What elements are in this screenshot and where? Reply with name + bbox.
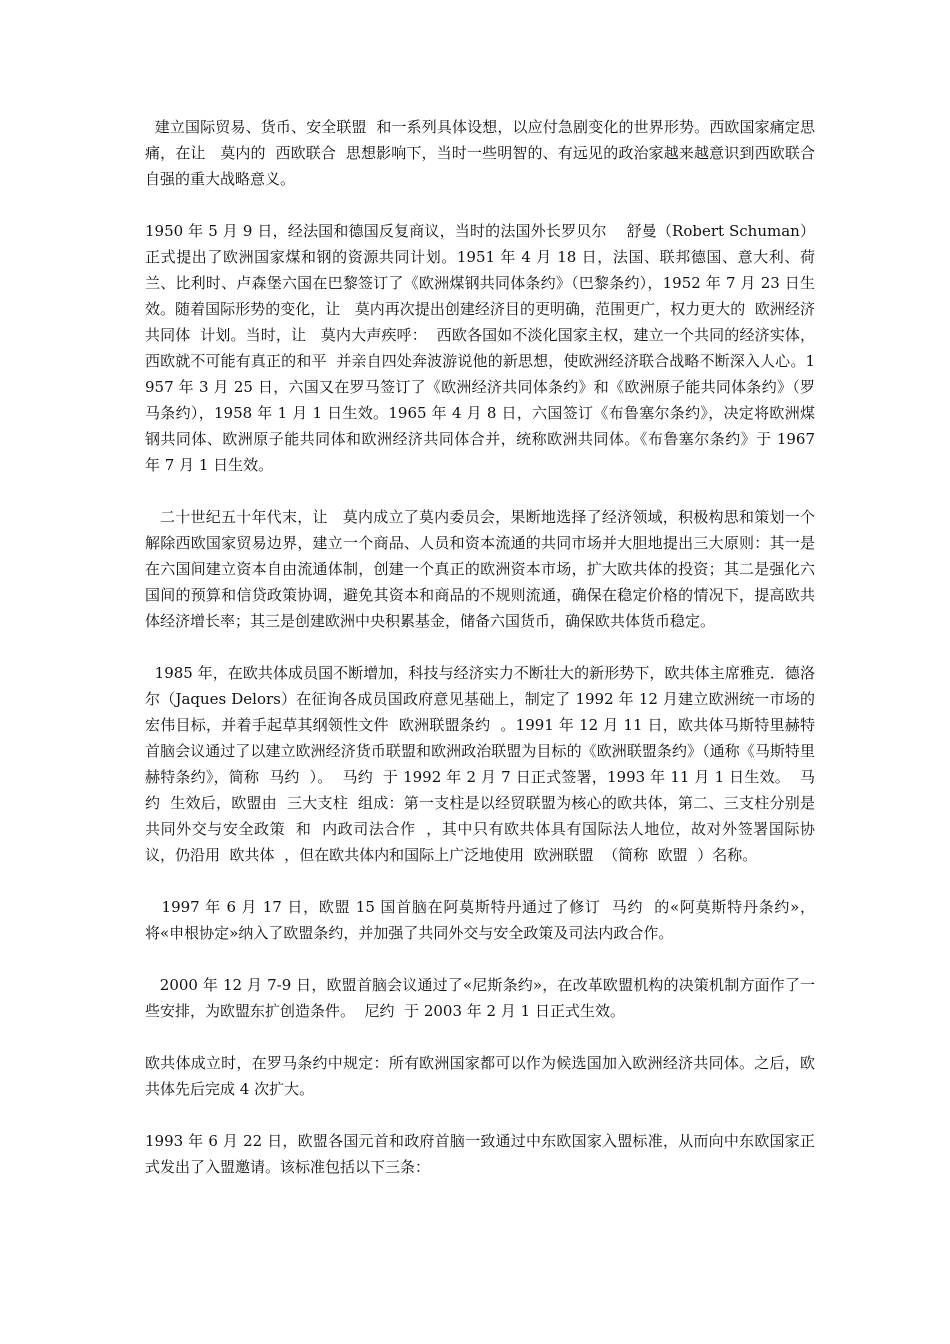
paragraph-gap	[145, 946, 815, 972]
document-body	[145, 114, 825, 1180]
paragraph-gap	[145, 192, 815, 218]
paragraph-gap	[145, 478, 815, 504]
paragraph-6: 2000 年 12 月 7-9 日，欧盟首脑会议通过了«尼斯条约»，在改革欧盟机构的决策机制方面作了一些安排，为欧盟东扩创造条件。 尼约 于 2003 年 2 月 1 日正式生效。	[145, 976, 815, 1020]
paragraph-3: 二十世纪五十年代末，让 莫内成立了莫内委员会，果断地选择了经济领域，积极构思和策划一个解除西欧国家贸易边界，建立一个商品、人员和资本流通的共同市场并大胆地提出三大原则：其一是在六国间建立资本自由流通体制，创建一个真正的欧洲资本市场，扩大欧共体的投资；其二是强化六国间的预算和信贷政策协调，避免其资本和商品的不规则流通，确保在稳定价格的情况下，提高欧共体经济增长率；其三是创建欧洲中央积累基金，储备六国货币，确保欧共体货币稳定。	[145, 508, 815, 630]
paragraph-7: 欧共体成立时，在罗马条约中规定：所有欧洲国家都可以作为候选国加入欧洲经济共同体。之后，欧共体先后完成 4 次扩大。	[145, 1054, 815, 1098]
paragraph-8: 1993 年 6 月 22 日，欧盟各国元首和政府首脑一致通过中东欧国家入盟标准，从而向中东欧国家正式发出了入盟邀请。该标准包括以下三条：	[145, 1132, 815, 1176]
paragraph-gap	[145, 1024, 815, 1050]
paragraph-1: 建立国际贸易、货币、安全联盟 和一系列具体设想，以应付急剧变化的世界形势。西欧国家痛定思痛，在让 莫内的 西欧联合 思想影响下，当时一些明智的、有远见的政治家越来越意识到西欧联合自强的重大战略意义。	[145, 118, 815, 188]
paragraph-4: 1985 年，在欧共体成员国不断增加，科技与经济实力不断壮大的新形势下，欧共体主席雅克．德洛尔（Jaques Delors）在征询各成员国政府意见基础上，制定了 1992 年 12 月建立欧洲统一市场的宏伟目标，并着手起草其纲领性文件 欧洲联盟条约 。1991 年 12 月 11 日，欧共体马斯特里赫特首脑会议通过了以建立欧洲经济货币联盟和欧洲政治联盟为目标的《欧洲联盟条约》（通称《马斯特里赫特条约》，简称 马约 ）。 马约 于 1992 年 2 月 7 日正式签署，1993 年 11 月 1 日生效。 马约 生效后，欧盟由 三大支柱 组成：第一支柱是以经贸联盟为核心的欧共体，第二、三支柱分别是 共同外交与安全政策 和 内政司法合作 ，其中只有欧共体具有国际法人地位，故对外签署国际协议，仍沿用 欧共体 ，但在欧共体内和国际上广泛地使用 欧洲联盟 （简称 欧盟 ）名称。	[145, 664, 825, 864]
paragraph-5: 1997 年 6 月 17 日，欧盟 15 国首脑在阿莫斯特丹通过了修订 马约 的«阿莫斯特丹条约»，将«申根协定»纳入了欧盟条约，并加强了共同外交与安全政策及司法内政合作。	[145, 898, 815, 942]
paragraph-gap	[145, 1102, 815, 1128]
paragraph-gap	[145, 868, 815, 894]
paragraph-gap	[145, 634, 815, 660]
paragraph-2: 1950 年 5 月 9 日，经法国和德国反复商议，当时的法国外长罗贝尔 舒曼（Robert Schuman）正式提出了欧洲国家煤和钢的资源共同计划。1951 年 4 月 18 日，法国、联邦德国、意大利、荷兰、比利时、卢森堡六国在巴黎签订了《欧洲煤钢共同体条约》（巴黎条约），1952 年 7 月 23 日生效。随着国际形势的变化，让 莫内再次提出创建经济目的更明确，范围更广，权力更大的 欧洲经济共同体 计划。当时，让 莫内大声疾呼： 西欧各国如不淡化国家主权，建立一个共同的经济实体，西欧就不可能有真正的和平 并亲自四处奔波游说他的新思想，使欧洲经济联合战略不断深入人心。1957 年 3 月 25 日，六国又在罗马签订了《欧洲经济共同体条约》和《欧洲原子能共同体条约》（罗马条约），1958 年 1 月 1 日生效。1965 年 4 月 8 日，六国签订《布鲁塞尔条约》，决定将欧洲煤钢共同体、欧洲原子能共同体和欧洲经济共同体合并，统称欧洲共同体。《布鲁塞尔条约》于 1967 年 7 月 1 日生效。	[145, 222, 820, 474]
